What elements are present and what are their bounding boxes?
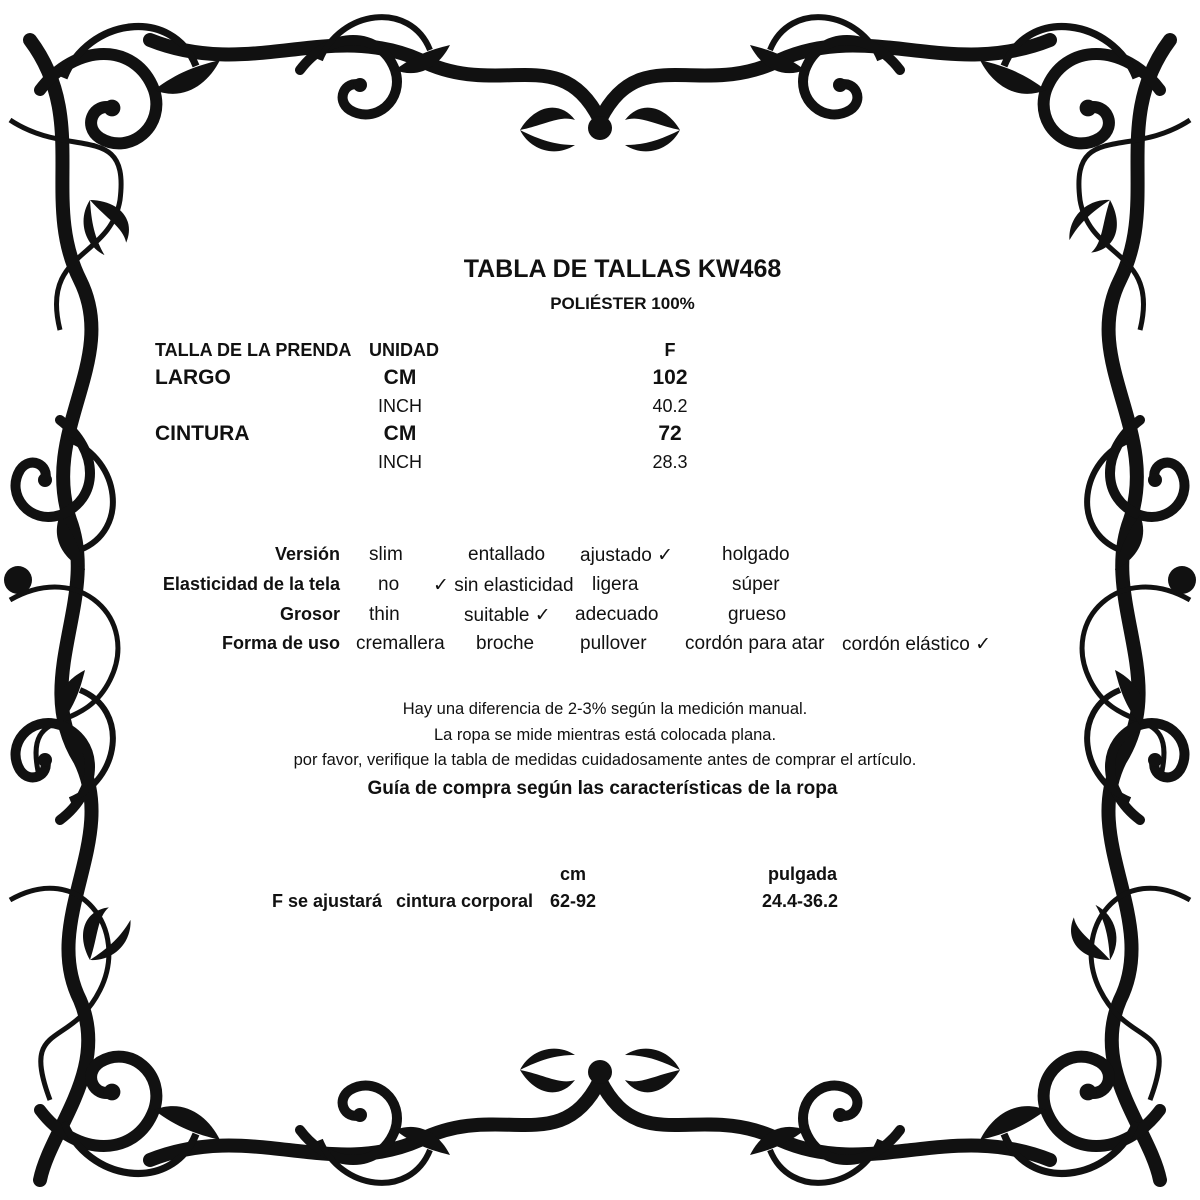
feature-option: slim bbox=[369, 544, 403, 565]
feature-option: thin bbox=[369, 604, 400, 625]
row-unit: CM bbox=[383, 422, 417, 445]
note-line: por favor, verifique la tabla de medidas cuidadosamente antes de comprar el artículo. bbox=[293, 751, 917, 769]
feature-option-selected: ajustado ✓ bbox=[580, 545, 674, 566]
feature-option: pullover bbox=[580, 633, 647, 654]
fit-cm-header: cm bbox=[560, 864, 587, 884]
row-name-waist: CINTURA bbox=[155, 422, 250, 445]
feature-option: grueso bbox=[728, 604, 787, 625]
material-subtitle: POLIÉSTER 100% bbox=[550, 294, 695, 313]
feature-option: cordón para atar bbox=[685, 633, 825, 654]
fit-cm-value: 62-92 bbox=[550, 891, 597, 911]
feature-label-elasticity: Elasticidad de la tela bbox=[162, 574, 340, 594]
row-value: 28.3 bbox=[652, 452, 688, 472]
row-name-length: LARGO bbox=[155, 366, 231, 389]
feature-option: súper bbox=[732, 574, 780, 595]
feature-option: ligera bbox=[592, 574, 639, 595]
note-line: La ropa se mide mientras está colocada plana. bbox=[433, 726, 777, 744]
note-line: Hay una diferencia de 2-3% según la medición manual. bbox=[402, 700, 808, 718]
row-value: 72 bbox=[658, 422, 682, 445]
feature-option: broche bbox=[476, 633, 535, 654]
feature-option: cremallera bbox=[356, 633, 445, 654]
fit-inch-value: 24.4-36.2 bbox=[762, 891, 839, 911]
feature-option-selected: suitable ✓ bbox=[464, 605, 551, 626]
header-size: F bbox=[664, 340, 676, 360]
header-garment-size: TALLA DE LA PRENDA bbox=[155, 340, 352, 360]
fit-size-text: F se ajustará bbox=[272, 891, 383, 911]
row-value: 40.2 bbox=[652, 396, 688, 416]
feature-option: entallado bbox=[468, 544, 546, 565]
page-title: TABLA DE TALLAS KW468 bbox=[463, 255, 782, 283]
feature-option-selected: cordón elástico ✓ bbox=[842, 634, 991, 655]
fit-inch-header: pulgada bbox=[768, 864, 838, 884]
row-unit: INCH bbox=[378, 452, 422, 472]
feature-label-closure: Forma de uso bbox=[221, 633, 340, 653]
feature-option-selected: ✓ sin elasticidad bbox=[433, 575, 574, 596]
feature-option: holgado bbox=[722, 544, 790, 565]
fit-measure: cintura corporal bbox=[396, 891, 534, 911]
feature-option: adecuado bbox=[575, 604, 659, 625]
feature-label-version: Versión bbox=[274, 544, 340, 564]
row-unit: INCH bbox=[378, 396, 422, 416]
row-unit: CM bbox=[383, 366, 417, 389]
feature-label-thickness: Grosor bbox=[279, 604, 340, 624]
header-unit: UNIDAD bbox=[369, 340, 439, 360]
purchase-guide-title: Guía de compra según las características de la ropa bbox=[367, 778, 838, 799]
feature-option: no bbox=[378, 574, 400, 595]
row-value: 102 bbox=[652, 366, 688, 389]
